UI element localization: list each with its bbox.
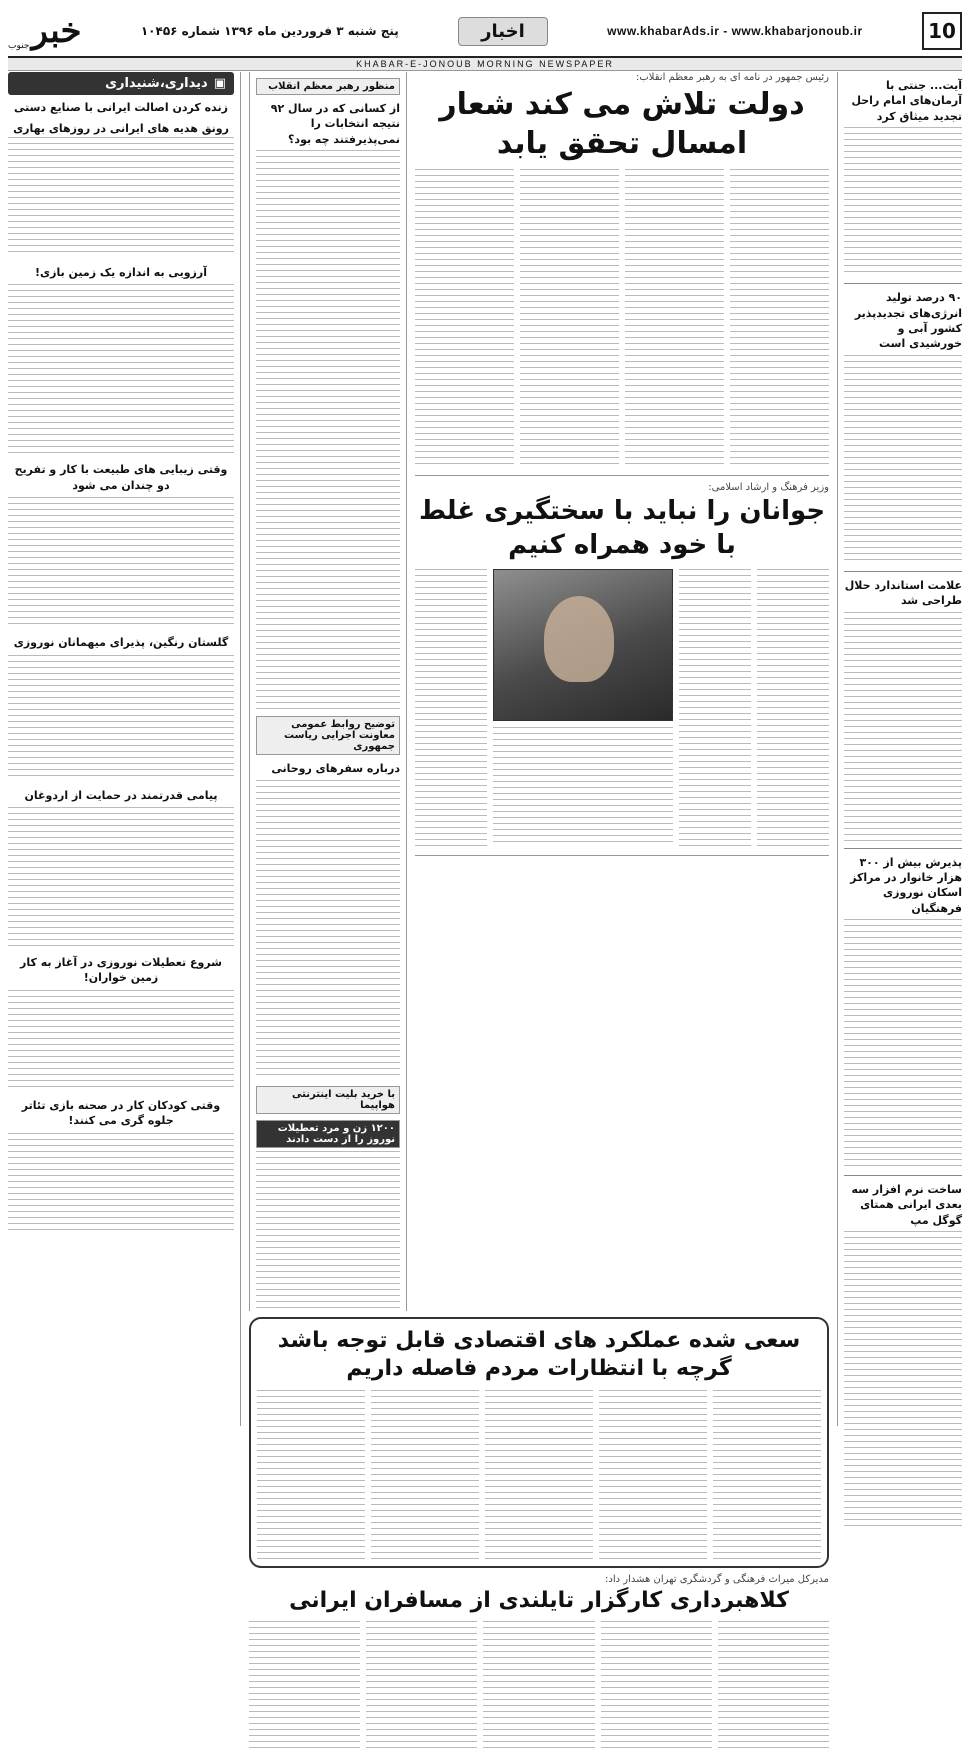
main-news-area xyxy=(249,72,829,1613)
brief-item[interactable] xyxy=(844,290,962,565)
third-story-headline[interactable]: سعی شده عملکرد های اقتصادی قابل توجه باشد گرچه با انتظارات مردم فاصله داریم xyxy=(277,1327,801,1382)
text-column xyxy=(485,1390,593,1560)
text-column xyxy=(415,169,514,469)
fourth-story[interactable] xyxy=(249,1574,829,1757)
logo-subtext: جنوب xyxy=(8,41,30,51)
brief-item[interactable] xyxy=(844,578,962,842)
brief-title: علامت استاندارد حلال طراحی شد xyxy=(844,578,962,608)
english-banner: KHABAR-E-JONOUB MORNING NEWSPAPER xyxy=(8,58,962,71)
middle-body xyxy=(256,1151,400,1311)
article-title[interactable]: پیامی قدرتمند در حمایت از اردوغان xyxy=(24,788,218,802)
text-column xyxy=(366,1621,477,1751)
middle-tag: منظور رهبر معظم انقلاب xyxy=(256,78,400,95)
brief-title: پذیرش بیش از ۳۰۰ هزار خانوار در مراکز اسکان نوروزی فرهنگیان xyxy=(850,855,962,915)
second-story-kicker: وزیر فرهنگ و ارشاد اسلامی: xyxy=(708,482,829,493)
article-body xyxy=(8,1133,234,1233)
brief-title: آیت... جنتی با آرمان‌های امام راحل تجدید میثاق کرد xyxy=(851,79,962,123)
fourth-story-kicker: مدیرکل میراث فرهنگی و گردشگری تهران هشدار داد: xyxy=(605,1573,829,1585)
brief-body xyxy=(844,1231,962,1531)
brief-item[interactable] xyxy=(844,78,962,277)
article-body xyxy=(8,655,234,780)
article-body xyxy=(8,284,234,454)
divider xyxy=(844,571,962,572)
text-column xyxy=(730,169,829,469)
divider xyxy=(844,283,962,284)
brief-item[interactable] xyxy=(844,855,962,1170)
text-column xyxy=(415,569,487,849)
brief-title: ساخت نرم افزار سه بعدی ایرانی همتای گوگل مپ xyxy=(851,1183,962,1227)
middle-headline[interactable]: درباره سفرهای روحانی xyxy=(271,762,400,776)
third-story[interactable] xyxy=(249,1317,829,1568)
brief-body xyxy=(844,919,962,1169)
fourth-story-headline[interactable]: کلاهبرداری کارگزار تایلندی از مسافران ایرانی xyxy=(289,1587,789,1613)
photo-column xyxy=(493,569,673,849)
section-title: اخبار xyxy=(458,17,548,46)
logo-text: خبر xyxy=(31,11,82,51)
text-column xyxy=(257,1390,365,1560)
article-title[interactable]: وقتی زیبایی های طبیعت با کار و تفریح دو چندان می شود xyxy=(14,463,228,492)
middle-tag: توضیح روابط عمومی معاونت اجرایی ریاست جمهوری xyxy=(256,716,400,755)
middle-headline[interactable]: ۱۲۰۰ زن و مرد تعطیلات نوروز را از دست دادند xyxy=(256,1120,400,1148)
article-title[interactable]: آرزویی به اندازه یک زمین بازی! xyxy=(35,266,207,279)
middle-headline[interactable]: از کسانی که در سال ۹۲ نتیجه انتخابات را نمی‌پذیرفتند چه بود؟ xyxy=(270,102,400,146)
article-body xyxy=(8,990,234,1090)
middle-column xyxy=(249,72,407,1311)
second-story-headline[interactable]: جوانان را نباید با سختگیری غلط با خود همراه کنیم xyxy=(418,496,826,560)
text-column xyxy=(601,1621,712,1751)
feature-box-label: دیداری،شنیداری xyxy=(105,76,208,91)
feature-box-title xyxy=(8,72,234,95)
article-title[interactable]: گلستان رنگین، پذیرای میهمانان نوروزی xyxy=(13,636,229,650)
text-column xyxy=(718,1621,829,1751)
text-column xyxy=(483,1621,594,1751)
brief-title: ۹۰ درصد تولید انرژی‌های تجدیدپذیر کشور آبی و خورشیدی است xyxy=(854,291,962,351)
text-column xyxy=(371,1390,479,1560)
brief-body xyxy=(844,612,962,842)
text-column xyxy=(520,169,619,469)
website-urls[interactable]: www.khabarAds.ir - www.khabarjonoub.ir xyxy=(607,24,863,38)
minister-photo xyxy=(493,569,673,721)
top-story-kicker: رئیس جمهور در نامه ای به رهبر معظم انقلاب: xyxy=(635,72,829,83)
top-story[interactable] xyxy=(415,72,829,476)
brief-body xyxy=(844,127,962,277)
middle-tag: با خرید بلیت اینترنتی هواپیما xyxy=(256,1086,400,1114)
brief-item[interactable] xyxy=(844,1182,962,1531)
article-body xyxy=(8,137,234,257)
text-column xyxy=(599,1390,707,1560)
fourth-story-body xyxy=(249,1621,829,1751)
divider xyxy=(844,1175,962,1176)
top-story-headline[interactable]: دولت تلاش می کند شعار امسال تحقق یابد xyxy=(439,87,805,161)
lead-stories xyxy=(415,72,829,1311)
upper-main xyxy=(249,72,829,1311)
article-title[interactable]: وقتی کودکان کار در صحنه بازی تئاتر جلوه گری می کنند! xyxy=(21,1098,221,1128)
logo xyxy=(8,11,81,51)
article-title[interactable]: زنده کردن اصالت ایرانی با صنایع دستی xyxy=(14,101,228,114)
masthead xyxy=(8,6,962,58)
second-story[interactable] xyxy=(415,482,829,856)
left-feature-column xyxy=(8,72,241,1426)
divider xyxy=(844,848,962,849)
text-column xyxy=(625,169,724,469)
article-title[interactable]: شروع تعطیلات نوروزی در آغاز به کار زمین خواران! xyxy=(20,955,222,985)
second-story-body xyxy=(415,569,829,849)
right-briefs-column xyxy=(837,72,962,1426)
text-column xyxy=(679,569,751,849)
middle-body xyxy=(256,150,400,710)
text-column xyxy=(713,1390,821,1560)
top-story-body xyxy=(415,169,829,469)
article-title[interactable]: رونق هدیه های ایرانی در روزهای بهاری xyxy=(13,122,229,135)
middle-body xyxy=(256,780,400,1080)
text-column xyxy=(757,569,829,849)
third-story-body xyxy=(257,1390,821,1560)
content-grid xyxy=(8,72,962,1613)
dateline: پنج شنبه ۳ فروردین ماه ۱۳۹۶ شماره ۱۰۴۵۶ xyxy=(140,24,399,38)
page-number: 10 xyxy=(922,12,962,50)
film-icon: ▣ xyxy=(213,76,226,91)
article-body xyxy=(8,497,234,627)
article-body xyxy=(8,807,234,947)
brief-body xyxy=(844,355,962,565)
text-column xyxy=(249,1621,360,1751)
text-column xyxy=(493,727,673,847)
